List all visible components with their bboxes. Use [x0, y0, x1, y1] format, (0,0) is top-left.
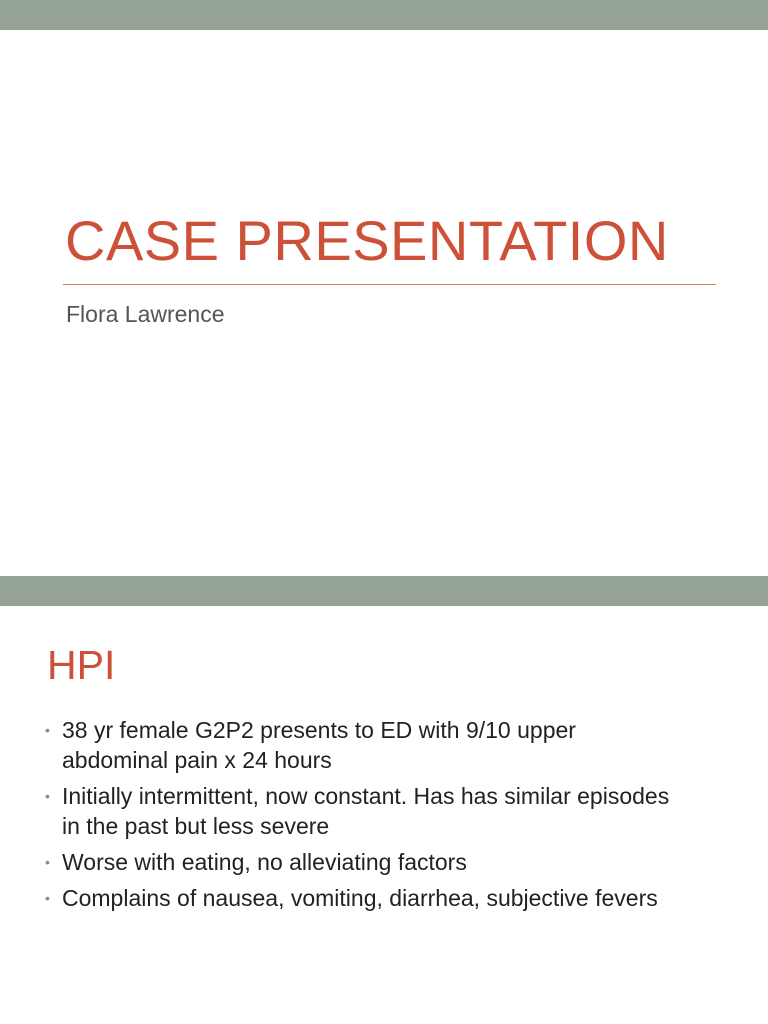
bullet-icon: • — [45, 890, 50, 906]
bullet-item — [44, 883, 684, 913]
bullet-icon: • — [45, 722, 50, 738]
bullet-item — [44, 781, 684, 841]
slide-header-band — [0, 0, 768, 30]
bullet-icon: • — [45, 854, 50, 870]
bullet-text: 38 yr female G2P2 presents to ED with 9/10 upper abdominal pain x 24 hours — [62, 717, 576, 773]
bullet-list — [44, 715, 684, 919]
bullet-icon: • — [45, 788, 50, 804]
section-heading: HPI — [47, 642, 116, 688]
bullet-text: Worse with eating, no alleviating factors — [62, 849, 467, 875]
slide-separator-band — [0, 576, 768, 606]
bullet-text: Complains of nausea, vomiting, diarrhea, subjective fevers — [62, 885, 658, 911]
bullet-item — [44, 715, 684, 775]
bullet-item — [44, 847, 684, 877]
slide-title-text: CASE PRESENTATION — [65, 209, 669, 272]
title-divider — [63, 284, 716, 285]
presenter-name: Flora Lawrence — [66, 301, 225, 327]
bullet-text: Initially intermittent, now constant. Has has similar episodes in the past but less severe — [62, 783, 670, 839]
